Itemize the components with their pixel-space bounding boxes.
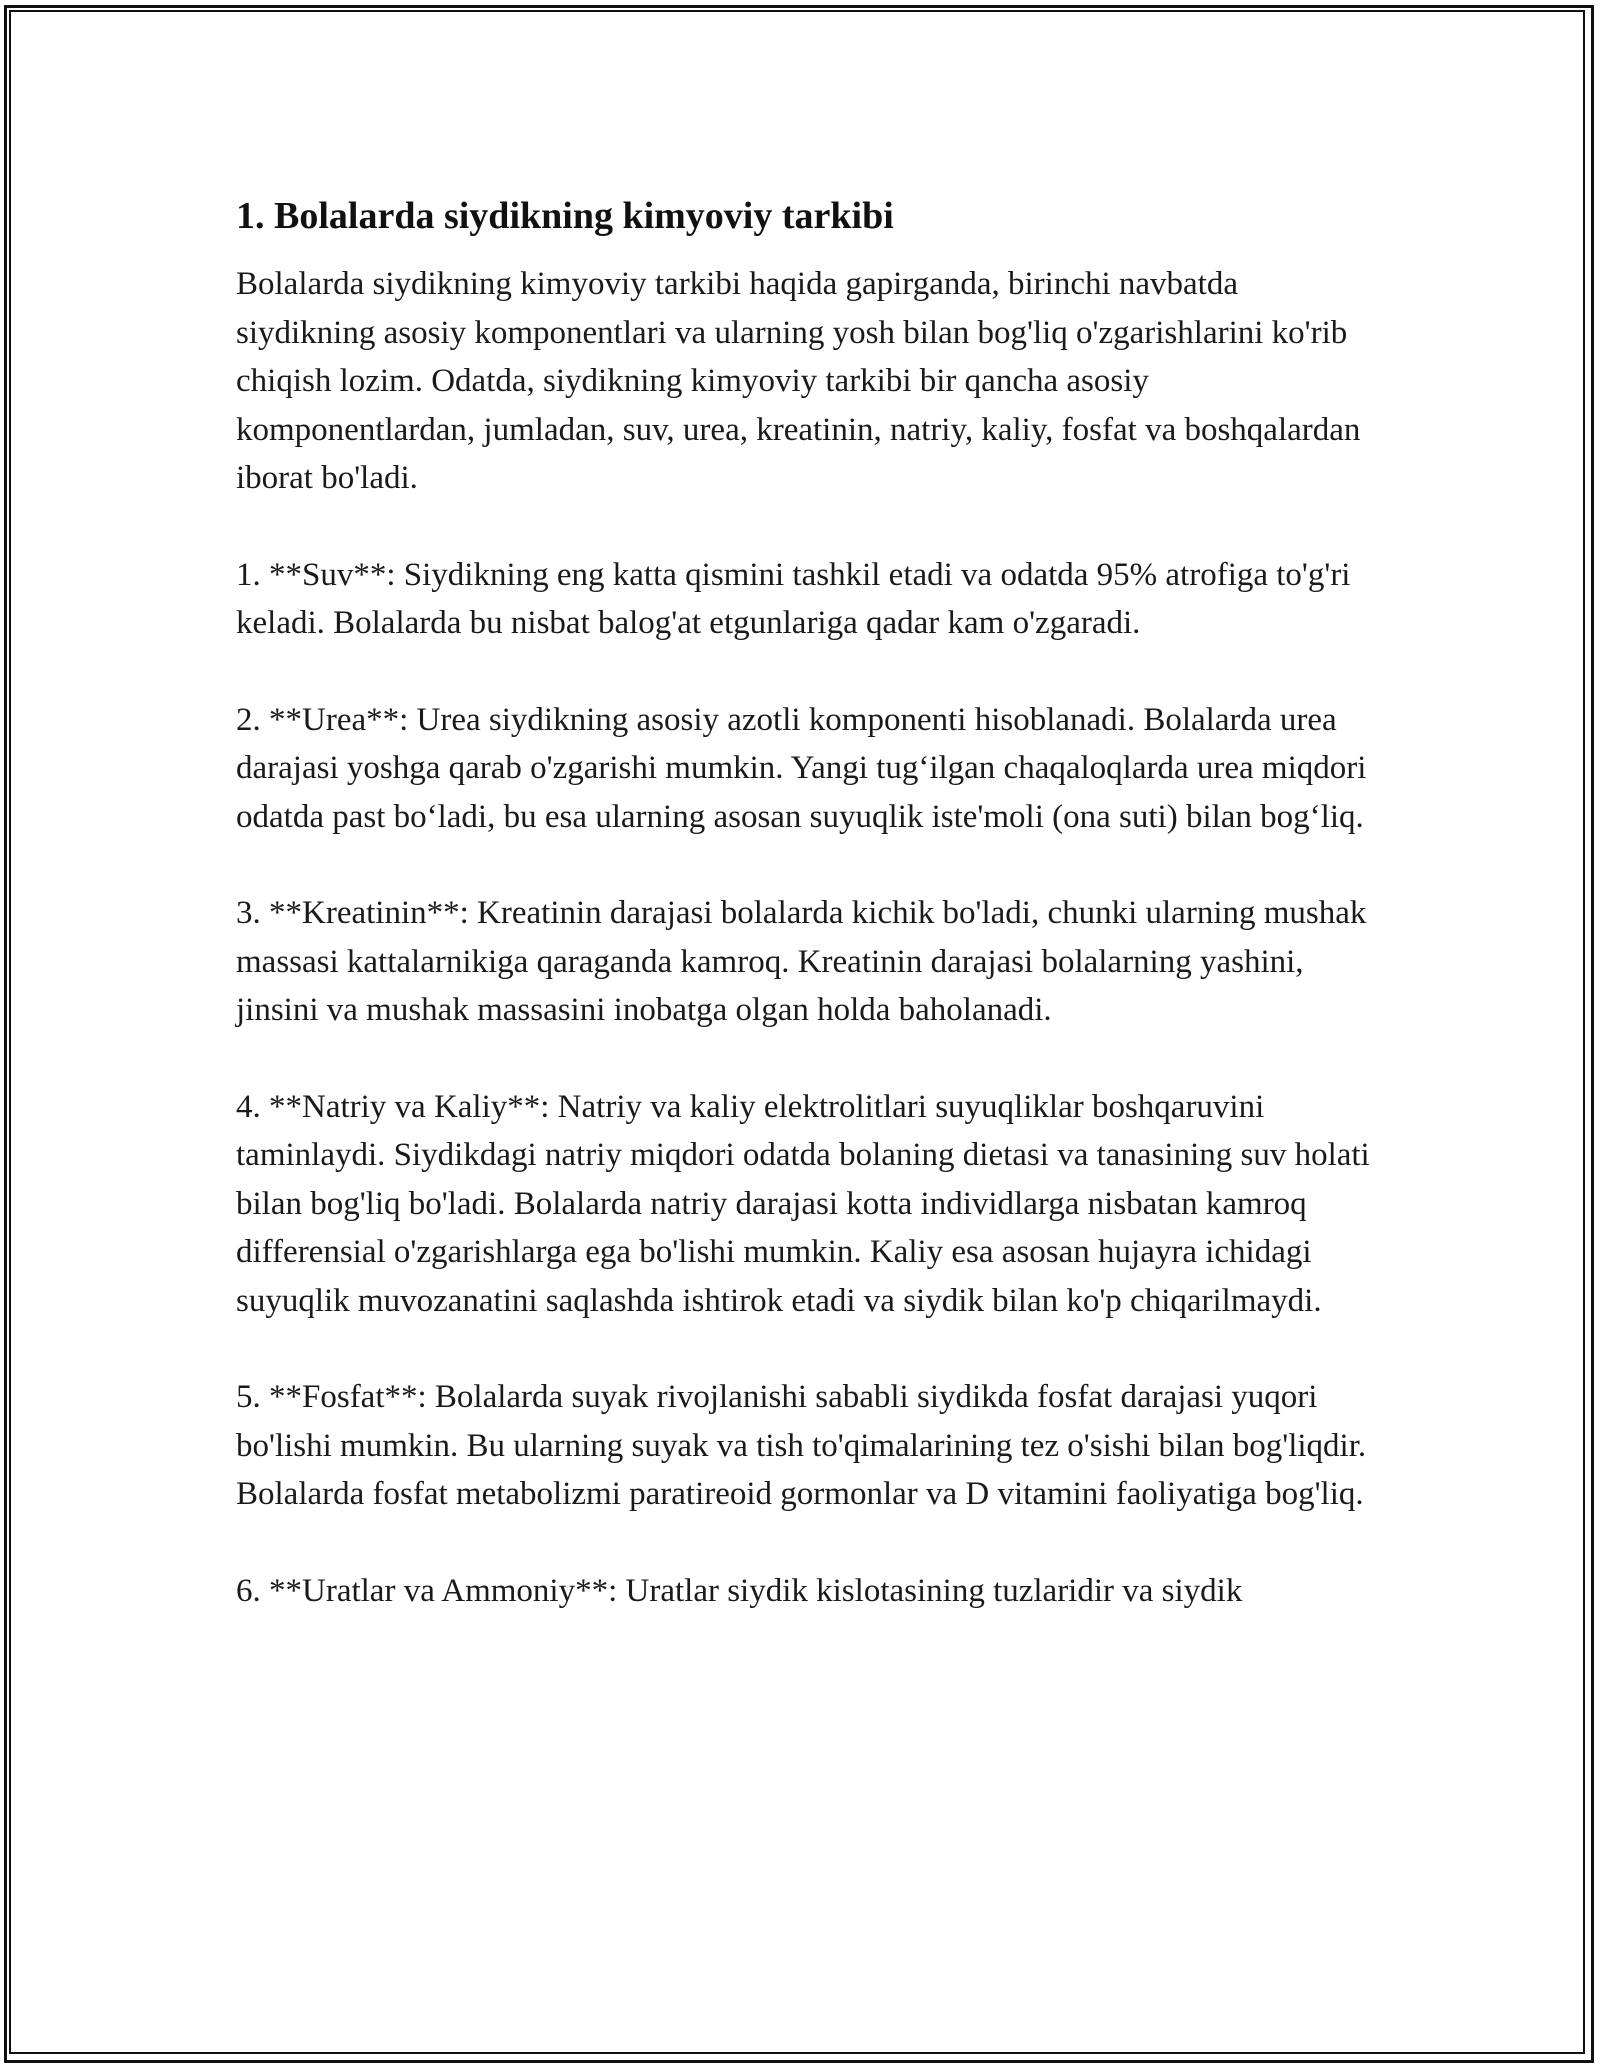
list-item-kreatinin: 3. **Kreatinin**: Kreatinin darajasi bolalarda kichik bo'ladi, chunki ularning mushak massasi kattalarnikiga qaraganda kamroq. Kreatinin darajasi bolalarning yashini, jinsini va mushak massasini inobatga olgan holda baholanadi. — [236, 895, 1367, 1028]
document-body — [236, 190, 1376, 1615]
list-item-urea: 2. **Urea**: Urea siydikning asosiy azotli komponenti hisoblanadi. Bolalarda urea darajasi yoshga qarab o'zgarishi mumkin. Yangi tug‘ilgan chaqaloqlarda urea miqdori odatda past bo‘ladi, bu esa ularning asosan suyuqlik iste'moli (ona suti) bilan bog‘liq. — [236, 701, 1367, 835]
document-title: 1. Bolalarda siydikning kimyoviy tarkibi — [236, 195, 894, 237]
list-item-suv: 1. **Suv**: Siydikning eng katta qismini tashkil etadi va odatda 95% atrofiga to'g'ri keladi. Bolalarda bu nisbat balog'at etgunlariga qadar kam o'zgaradi. — [236, 556, 1351, 641]
list-item-fosfat: 5. **Fosfat**: Bolalarda suyak rivojlanishi sababli siydikda fosfat darajasi yuqori bo'lishi mumkin. Bu ularning suyak va tish to'qimalarining tez o'sishi bilan bog'liqdir. Bolalarda fosfat metabolizmi paratireoid gormonlar va D vitamini faoliyatiga bog'liq. — [236, 1379, 1367, 1512]
list-item-natriy-kaliy: 4. **Natriy va Kaliy**: Natriy va kaliy elektrolitlari suyuqliklar boshqaruvini taminlaydi. Siydikdagi natriy miqdori odatda bolaning dietasi va tanasining suv holati bilan bog'liq bo'ladi. Bolalarda natriy darajasi kotta individlarga nisbatan kamroq differensial o'zgarishlarga ega bo'lishi mumkin. Kaliy esa asosan hujayra ichidagi suyuqlik muvozanatini saqlashda ishtirok etadi va siydik bilan ko'p chiqarilmaydi. — [236, 1088, 1370, 1319]
intro-paragraph: Bolalarda siydikning kimyoviy tarkibi haqida gapirganda, birinchi navbatda siydikning asosiy komponentlari va ularning yosh bilan bog'liq o'zgarishlarini ko'rib chiqish lozim. Odatda, siydikning kimyoviy tarkibi bir qancha asosiy komponentlardan, jumladan, suv, urea, kreatinin, natriy, kaliy, fosfat va boshqalardan iborat bo'ladi. — [236, 266, 1361, 496]
list-item-uratlar-ammoniy: 6. **Uratlar va Ammoniy**: Uratlar siydik kislotasining tuzlaridir va siydik — [236, 1572, 1243, 1609]
